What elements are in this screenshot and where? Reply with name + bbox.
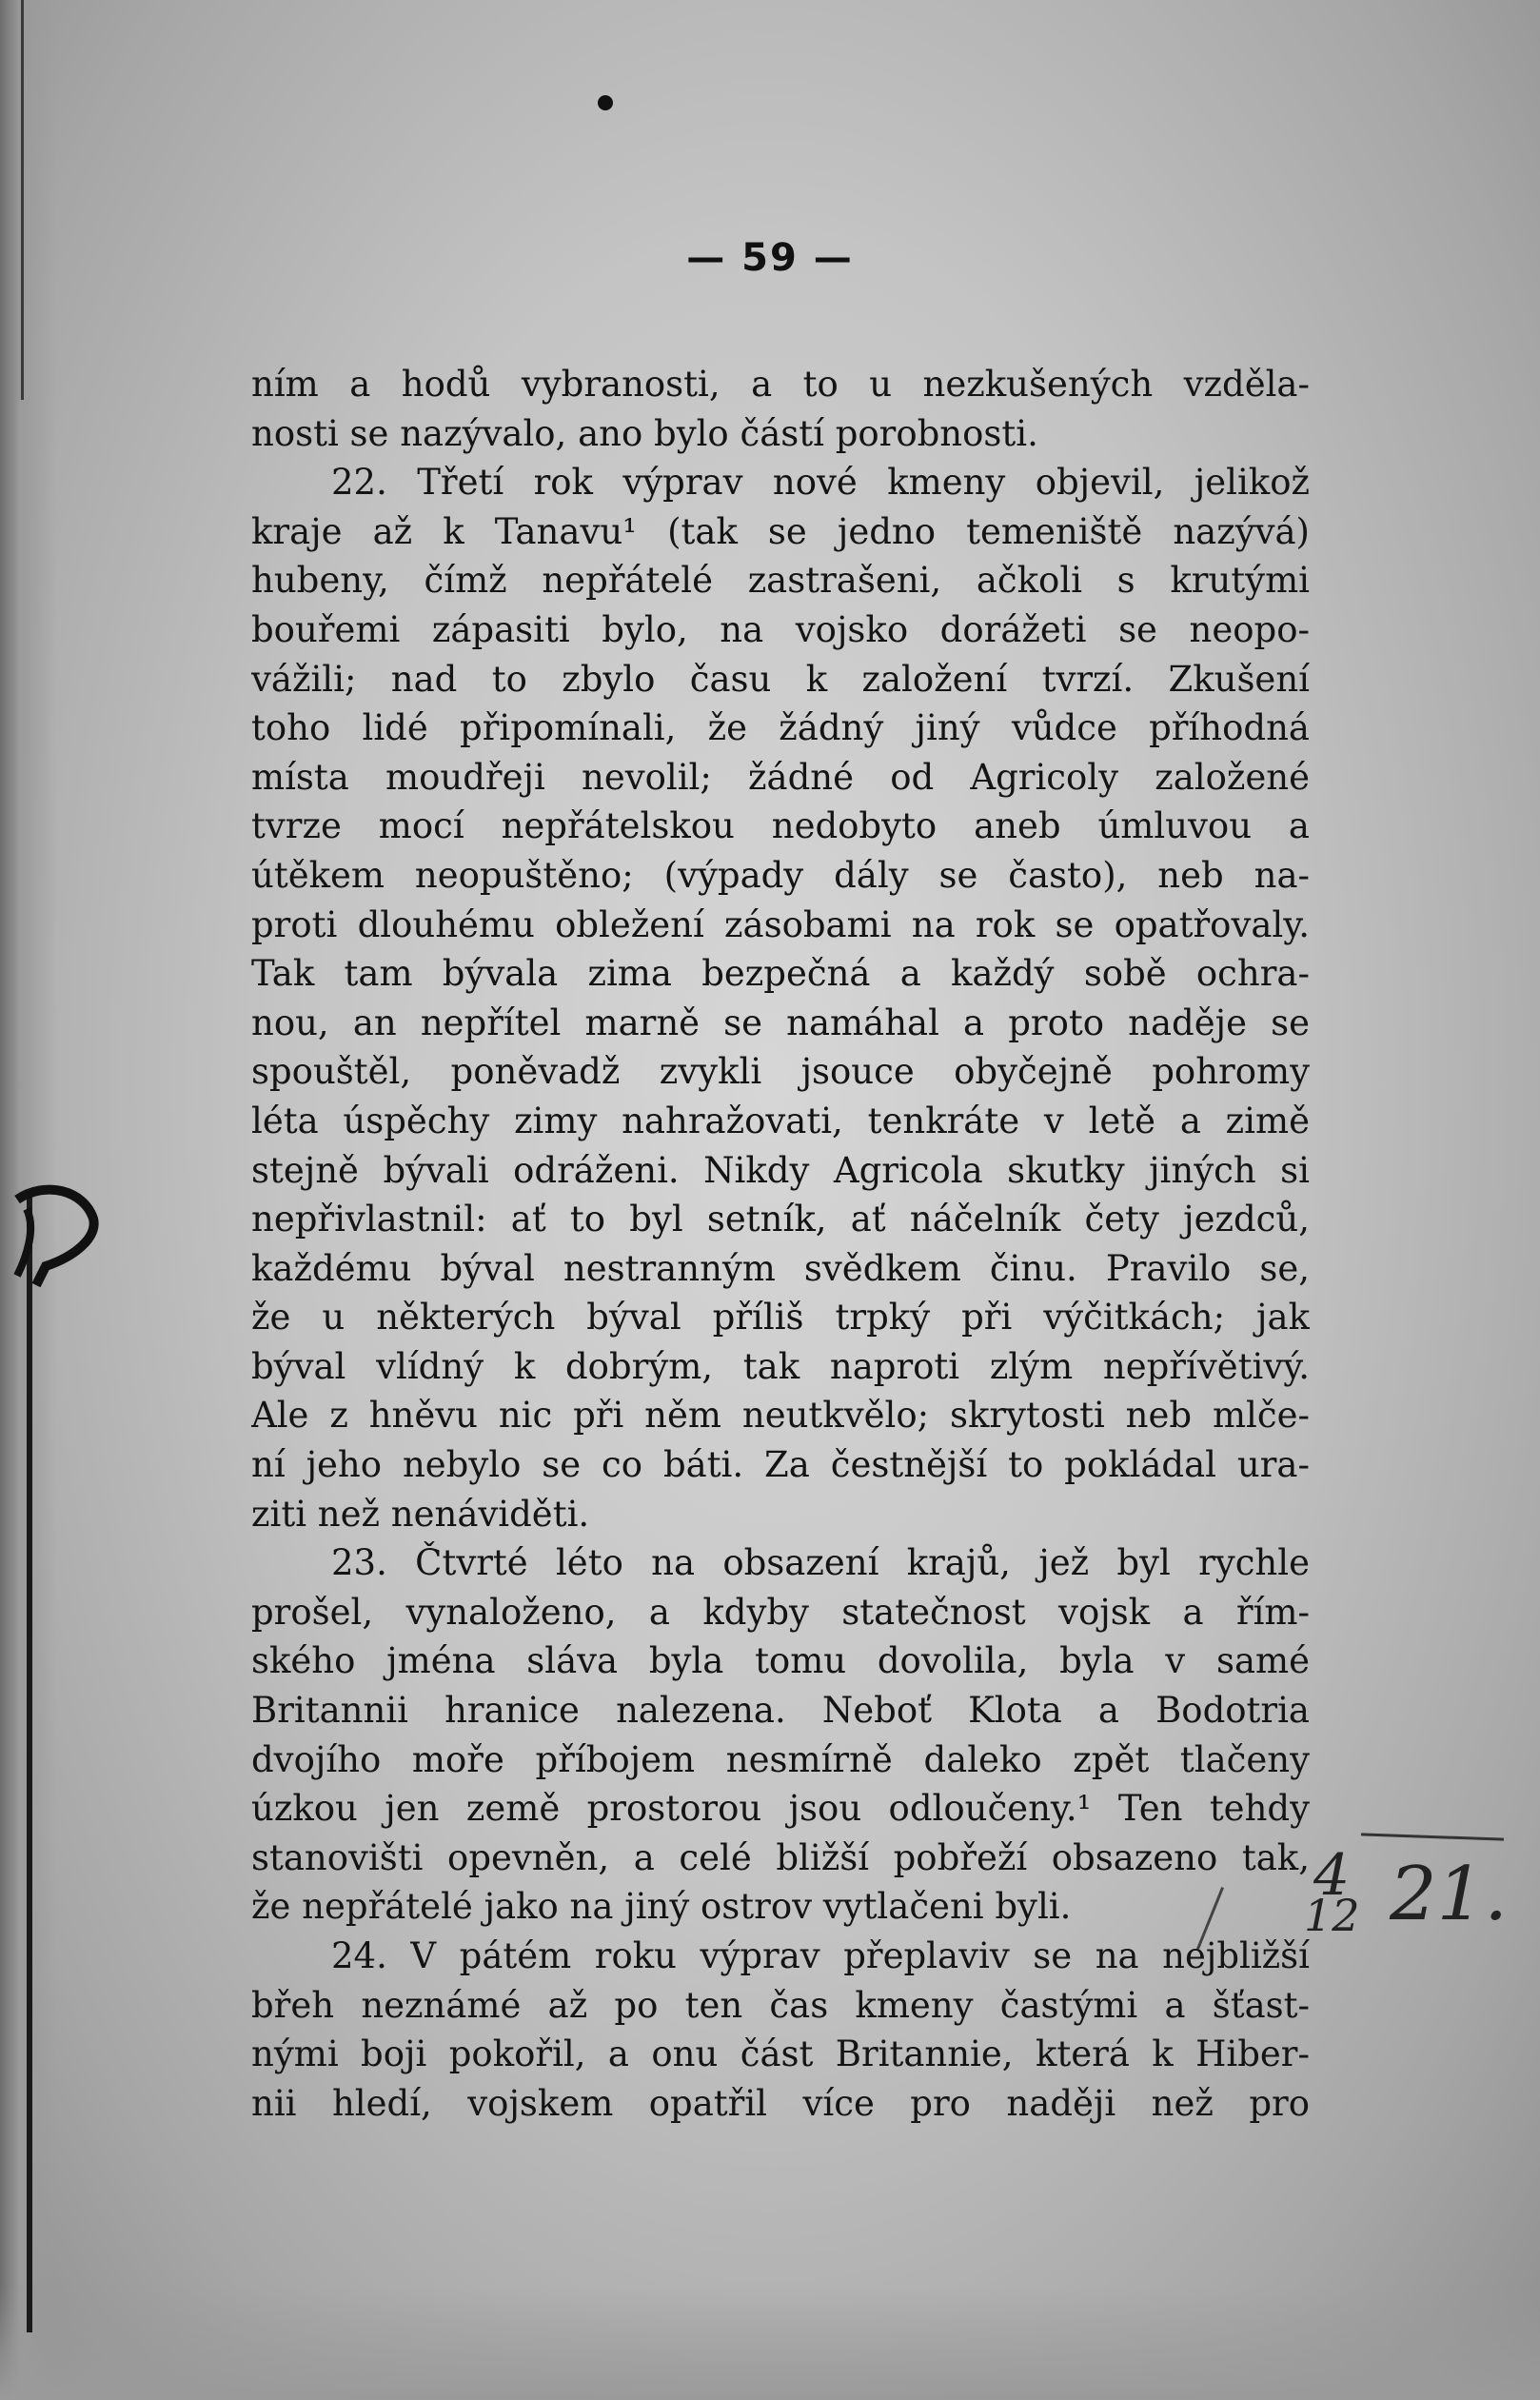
text-line: vážili; nad to zbylo času k založení tvrzí. Zkušení <box>251 658 1310 700</box>
binding-line-top <box>21 0 24 400</box>
text-line: břeh neznámé až po ten čas kmeny častými a šťast- <box>251 1984 1310 2026</box>
text-line: Ale z hněvu nic při něm neutkvělo; skrytosti neb mlče- <box>251 1395 1310 1437</box>
text-line: stanovišti opevněn, a celé bližší pobřeží obsazeno tak, <box>251 1836 1310 1878</box>
handwritten-right-number: 21. <box>1390 1852 1509 1937</box>
text-line: ziti než nenáviděti. <box>251 1493 590 1535</box>
text-line: že u některých býval příliš trpký při výčitkách; jak <box>251 1297 1310 1339</box>
text-line: každému býval nestranným svědkem činu. Pravilo se, <box>251 1247 1310 1289</box>
text-line: Tak tam bývala zima bezpečná a každý sobě ochra- <box>251 953 1310 995</box>
text-line: toho lidé připomínali, že žádný jiný vůdce příhodná <box>251 707 1310 749</box>
text-line: nosti se nazývalo, ano bylo částí porobnosti. <box>251 412 1038 454</box>
binding-line <box>27 1190 32 2332</box>
text-line: 24. V pátém roku výprav přeplaviv se na nejbližší <box>331 1935 1310 1976</box>
text-line: ním a hodů vybranosti, a to u nezkušených vzděla- <box>251 364 1310 405</box>
page-bottom-shadow <box>0 2286 1540 2400</box>
text-line: nou, an nepřítel marně se namáhal a proto naděje se <box>251 1002 1310 1043</box>
text-line: nepřivlastnil: ať to byl setník, ať náčelník čety jezdců, <box>251 1199 1310 1240</box>
page-number: — 59 — <box>686 236 854 280</box>
text-line: dvojího moře příbojem nesmírně daleko zpět tlačeny <box>251 1738 1310 1780</box>
text-line: ní jeho nebylo se co báti. Za čestnější to pokládal ura- <box>251 1444 1310 1486</box>
text-line: místa moudřeji nevolil; žádné od Agricoly založené <box>251 756 1310 798</box>
handwritten-bottom-number: 12 <box>1304 1890 1360 1941</box>
text-line: tvrze mocí nepřátelskou nedobyto aneb úmluvou a <box>251 805 1310 847</box>
text-line: kraje až k Tanavu¹ (tak se jedno temeniště nazývá) <box>251 510 1310 552</box>
text-line: úzkou jen země prostorou jsou odloučeny.¹ Ten tehdy <box>251 1788 1310 1830</box>
text-line: 22. Třetí rok výprav nové kmeny objevil, jelikož <box>331 462 1310 504</box>
margin-clip-mark <box>8 1180 103 1295</box>
text-line: nii hledí, vojskem opatřil více pro naději než pro <box>251 2082 1310 2124</box>
text-line: bouřemi zápasiti bylo, na vojsko dorážeti se neopo- <box>251 608 1310 650</box>
text-line: 23. Čtvrté léto na obsazení krajů, jež byl rychle <box>331 1542 1310 1584</box>
text-line: prošel, vynaloženo, a kdyby statečnost vojsk a řím- <box>251 1591 1310 1633</box>
text-line: hubeny, čímž nepřátelé zastrašeni, ačkoli s krutými <box>251 560 1310 602</box>
text-line: útěkem neopuštěno; (výpady dály se často), neb na- <box>251 854 1310 896</box>
handwritten-stroke <box>1361 1833 1504 1840</box>
text-line: proti dlouhému obležení zásobami na rok se opatřovaly. <box>251 903 1310 945</box>
text-line: léta úspěchy zimy nahražovati, tenkráte v letě a zimě <box>251 1100 1310 1141</box>
text-line: býval vlídný k dobrým, tak naproti zlým nepřívětivý. <box>251 1345 1310 1387</box>
text-line: nými boji pokořil, a onu část Britannie, která k Hiber- <box>251 2033 1310 2075</box>
handwritten-top-number: 4 <box>1313 1842 1351 1909</box>
speck-mark <box>598 95 613 110</box>
text-line: Britannii hranice nalezena. Neboť Klota a Bodotria <box>251 1690 1310 1732</box>
text-line: stejně bývali odráženi. Nikdy Agricola skutky jiných si <box>251 1149 1310 1191</box>
body-text <box>251 360 1310 2128</box>
text-line: spouštěl, poněvadž zvykli jsouce obyčejně pohromy <box>251 1051 1310 1093</box>
text-line: ského jména sláva byla tomu dovolila, byla v samé <box>251 1640 1310 1682</box>
text-line: že nepřátelé jako na jiný ostrov vytlačeni byli. <box>251 1886 1072 1928</box>
